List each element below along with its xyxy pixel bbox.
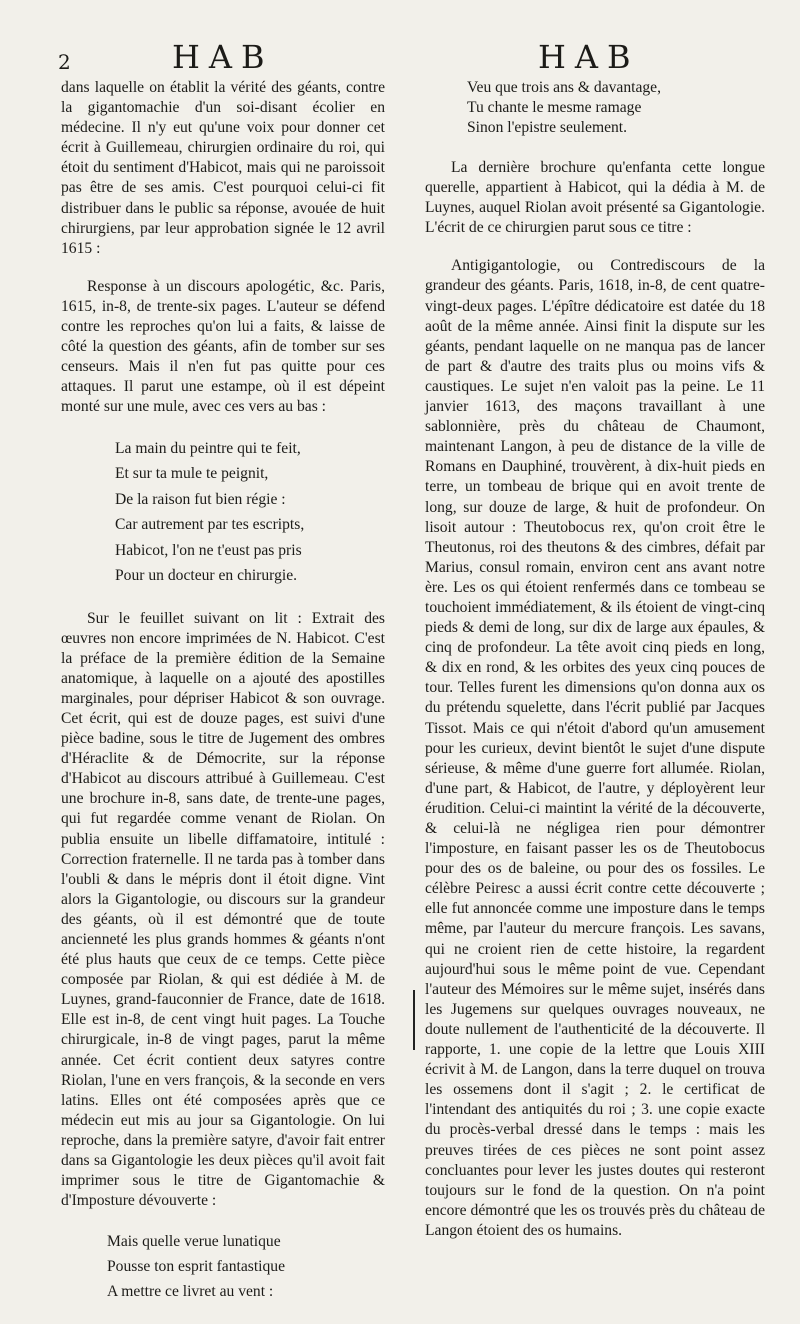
verse-line: Car autrement par tes escripts,: [115, 516, 305, 533]
verse-line: Pousse ton esprit fantastique: [107, 1258, 286, 1276]
running-head-left: HAB: [172, 38, 274, 76]
verse-line: Veu que trois ans & davantage,: [467, 79, 661, 96]
verse-block-0: [425, 78, 765, 138]
verse-line: Pour un docteur en chirurgie.: [115, 567, 298, 584]
margin-rule: [413, 990, 415, 1050]
right-paragraph-1: La dernière brochure qu'enfanta cette longue querelle, appartient à Habicot, qui la dédia à M. de Luynes, auquel Riolan avoit présenté sa Gigantologie. L'écrit de ce chirurgien parut sous ce titre :: [425, 159, 765, 237]
verse-line: Habicot, l'on ne t'eust pas pris: [115, 541, 302, 559]
right-paragraph-2: Antigigantologie, ou Contrediscours de la grandeur des géants. Paris, 1618, in-8, de cent quatre-vingt-deux pages. L'épître dédicatoire est datée du 18 août de la même année. Ainsi finit la dispute sur les géants, pendant laquelle on ne manqua pas de lancer de part & d'autre des traits plus ou moins vifs & caustiques. Le sujet n'en valoit pas la peine. Le 11 janvier 1613, des maçons travaillant à une sablonnière, près du château de Chaumont, maintenant Langon, à peu de distance de la ville de Romans en Dauphiné, trouvèrent, à dix-huit pieds en terre, un tombeau de brique qui en avoit trente de long, sur douze de large, & huit de profondeur. On lisoit autour : Theutobocus rex, qu'on croit être le Theutonus, roi des theutons & des cimbres, défait par Marius, consul romain, environ cent ans avant notre ère. Les os qui étoient renfermés dans ce tombeau se touchoient immédiatement, & ils étoient de vingt-cinq pieds & demi de long, sur dix de large aux épaules, & cinq de profondeur. La tête avoit cinq pieds en long, & dix en rond, & les orbites des yeux cinq pouces de tour. Telles furent les dimensions qu'on donna aux os du prétendu squelette, dans l'écrit publié par Jacques Tissot. Mais ce qui n'étoit d'abord qu'un amusement pour les curieux, devint bientôt le sujet d'une dispute sérieuse, & même d'une guerre fort allumée. Riolan, d'une part, & Habicot, de l'autre, y déployèrent leur érudition. Celui-ci maintint la vérité de la découverte, & celui-là ne négligea rien pour démontrer l'imposture, en faisant passer les os de Theutobocus pour des os de baleine, ou pour des os fossiles. Le célèbre Peiresc a aussi écrit contre cette découverte ; elle fut annoncée comme une imposture dans le temps même, par l'auteur du mercure françois. Les savans, qui ne croient rien de cette histoire, la regardent aujourd'hui sous le même point de vue. Cependant l'auteur des Mémoires sur le même sujet, insérés dans les Jugemens sur quelques ouvrages nouveaux, ne doute nullement de l'authenticité de la découverte. Il rapporte, 1. une copie de la lettre que Louis XIII écrivit à M. de Langon, dans la terre duquel on trouva les ossemens dont il s'agit ; 2. le certificat de l'intendant des antiquités du roi ; 3. une copie exacte du procès-verbal dressé dans le temps : mais les preuves tirées de ces pièces ne sont point assez concluantes pour lever les justes doutes qui resteront toujours sur le fond de la question. On n'a point encore démontré que les os trouvés près du château de Langon étoient des os humains.: [425, 257, 765, 1239]
verse-block-1: [61, 436, 385, 589]
verse-line: Sinon l'epistre seulement.: [467, 119, 628, 136]
verse-line: Tu chante le mesme ramage: [467, 99, 642, 116]
left-paragraph-3: Sur le feuillet suivant on lit : Extrait des œuvres non encore imprimées de N. Habicot. C'est la préface de la première édition de la Semaine anatomique, à laquelle on a ajouté des apostilles marginales, pour dépriser Habicot & son ouvrage. Cet écrit, qui est de douze pages, est suivi d'une pièce badine, sous le titre de Jugement des ombres d'Héraclite & de Démocrite, sur la réponse d'Habicot au discours attribué à Guillemeau. C'est une brochure in-8, sans date, de trente-une pages, qui fut regardée comme venant de Riolan. On publia ensuite un libelle diffamatoire, intitulé : Correction fraternelle. Il ne tarda pas à tomber dans l'oubli & dans le mépris dont il étoit digne. Vint alors la Gigantologie, ou discours sur la grandeur des géants, où il est démontré que de toute ancienneté les plus grands hommes & géants n'ont été plus hauts que ceux de ce temps. Cette pièce composée par Riolan, & qui est dédiée à M. de Luynes, grand-fauconnier de France, date de 1618. Elle est in-8, de cent vingt huit pages. La Touche chirurgicale, in-8 de vingt pages, parut la même année. Cet écrit contient deux satyres contre Riolan, l'une en vers françois, & la seconde en vers latins. Elles ont été composées après que ce médecin eut mis au jour sa Gigantologie. On lui reproche, dans la première satyre, d'avoir fait entrer dans sa Gigantologie les deux pièces qu'il avoit fait imprimer sous le titre de Gigantomachie & d'Imposture dévouverte :: [61, 609, 385, 1210]
verse-line: Mais quelle verue lunatique: [107, 1233, 281, 1251]
running-head-right: HAB: [538, 38, 640, 76]
left-paragraph-2: Response à un discours apologétic, &c. Paris, 1615, in-8, de trente-six pages. L'auteur se défend contre les reproches qu'on lui a faits, & laisse de côté la question des géants, afin de tomber sur ses censeurs. Mais il n'en fut pas quitte pour ces attaques. Il parut une estampe, où il est dépeint monté sur une mule, avec ces vers au bas :: [61, 277, 385, 416]
verse-line: De la raison fut bien régie :: [115, 490, 286, 508]
verse-block-2: [61, 1229, 385, 1304]
verse-line: La main du peintre qui te feit,: [115, 439, 301, 457]
page-number: 2: [58, 50, 71, 74]
verse-line: A mettre ce livret au vent :: [107, 1283, 274, 1301]
left-column: [61, 78, 385, 1324]
right-column: [425, 78, 765, 1259]
verse-line: Et sur ta mule te peignit,: [115, 465, 269, 482]
left-paragraph-1: dans laquelle on établit la vérité des géants, contre la gigantomachie d'un soi-disant écolier en médecine. Il n'y eut qu'une voix pour donner cet écrit à Guillemeau, chirurgien ordinaire du roi, qui étoit du sentiment d'Habicot, mais qui ne paroissoit pas être de ses amis. C'est pourquoi celui-ci fit distribuer dans le public sa réponse, avouée de huit chirurgiens, par leur approbation signée le 12 avril 1615 :: [61, 79, 385, 257]
